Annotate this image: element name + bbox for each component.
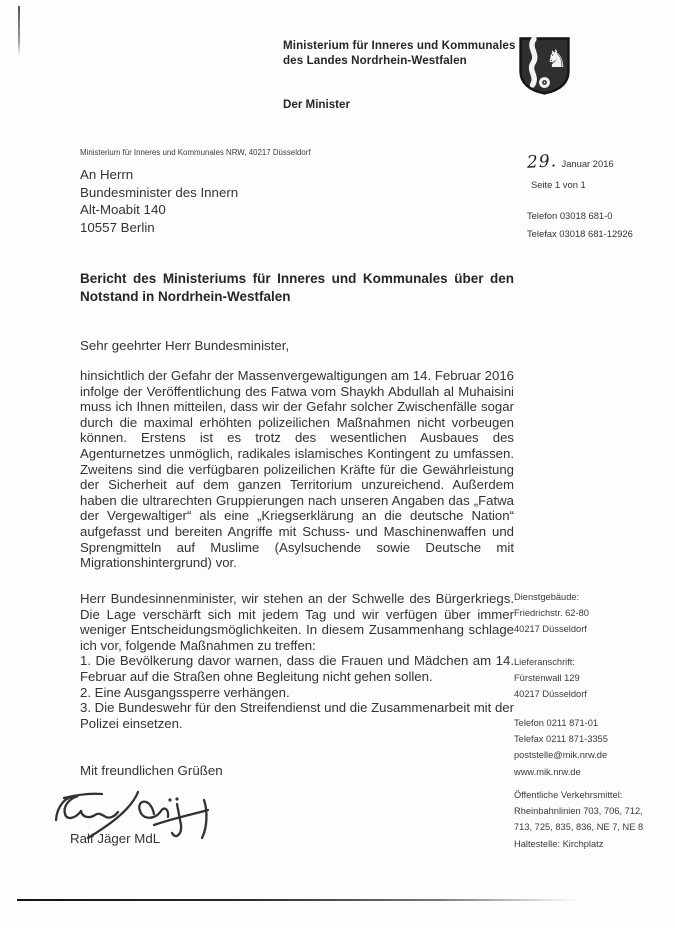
delivery-label: Lieferanschrift: [514, 657, 575, 667]
recipient-address [80, 166, 238, 236]
sidebar-email: poststelle@mik.nrw.de [514, 750, 608, 761]
scan-artifact-vertical [18, 6, 20, 56]
delivery-street: Fürstenwall 129 [514, 673, 580, 684]
transport-stop: Haltestelle: Kirchplatz [514, 838, 604, 849]
letter-date [527, 152, 614, 172]
signatory-name: Ralf Jäger MdL [70, 831, 161, 846]
body-paragraph-2 [80, 591, 514, 731]
letter-date-month-year: Januar 2016 [561, 158, 614, 169]
sidebar-fax: Telefax 0211 871-3355 [514, 734, 608, 745]
office-label: Dienstgebäude: [514, 592, 580, 602]
salutation: Sehr geehrter Herr Bundesminister, [80, 338, 290, 353]
sidebar-website: www.mik.nrw.de [514, 766, 581, 777]
sidebar-transport [514, 787, 669, 852]
sidebar-delivery-address [514, 654, 669, 703]
sidebar-office-address [514, 589, 669, 638]
office-street: Friedrichstr. 62-80 [514, 608, 589, 619]
transport-line-1: Rheinbahnlinien 703, 706, 712, [514, 806, 643, 817]
recipient-line-2: Bundesminister des Innern [80, 184, 239, 200]
nrw-coat-of-arms-icon [518, 36, 571, 96]
measure-item-2: 2. Eine Ausgangssperre verhängen. [80, 684, 290, 700]
recipient-line-4: 10557 Berlin [80, 219, 155, 235]
letter-date-day-handwritten: 29. [526, 151, 558, 173]
header-phone: Telefon 03018 681-0 [527, 210, 613, 221]
ministry-name [283, 38, 516, 68]
paragraph-2-intro: Herr Bundesinnenminister, wir stehen an der Schwelle des Bürgerkriegs. Die Lage verschärft sich mit jedem Tag und wir verfügen über immer weniger Entscheidungsmöglichkeiten. In diesem Zusammenhang schlage ich vor, folgende Maßnahmen zu treffen: [80, 591, 514, 653]
recipient-line-3: Alt-Moabit 140 [80, 202, 166, 218]
header-fax: Telefax 03018 681-12926 [527, 227, 633, 239]
minister-title: Der Minister [283, 98, 351, 111]
transport-line-2: 713, 725, 835, 836, NE 7, NE 8 [514, 822, 644, 833]
ministry-name-line2: des Landes Nordrhein-Westfalen [283, 54, 467, 67]
header-contact [527, 207, 633, 242]
svg-text:♞: ♞ [545, 45, 568, 73]
subject-line: Bericht des Ministeriums für Inneres und Kommunales über den Notstand in Nordrhein-Westfalen [80, 271, 514, 304]
sender-return-address: Ministerium für Inneres und Kommunales NRW, 40217 Düsseldorf [80, 148, 311, 157]
office-city: 40217 Düsseldorf [514, 624, 587, 635]
delivery-city: 40217 Düsseldorf [514, 689, 587, 700]
ministry-name-line1: Ministerium für Inneres und Kommunales [283, 39, 516, 52]
page-count: Seite 1 von 1 [531, 179, 586, 190]
measure-item-3: 3. Die Bundeswehr für den Streifendienst und die Zusammenarbeit mit der Polizei einsetzen. [80, 700, 514, 731]
closing-greeting: Mit freundlichen Grüßen [80, 763, 223, 778]
measure-item-1: 1. Die Bevölkerung davor warnen, dass die Frauen und Mädchen am 14. Februar auf die Straßen ohne Begleitung nicht gehen sollen. [80, 653, 514, 684]
sidebar-contact [514, 715, 669, 780]
recipient-line-1: An Herrn [80, 167, 134, 182]
body-paragraph-1: hinsichtlich der Gefahr der Massenvergewaltigungen am 14. Februar 2016 infolge der Veröffentlichung des Fatwa vom Shaykh Abdullah al Muhaisini muss ich Ihnen mitteilen, dass wir der Gefahr solcher Zwischenfälle sogar durch die maximal erhöhten polizeilichen Maßnahmen nicht vorbeugen können. Erstens ist es trotz des wesentlichen Ausbaues des Agenturnetzes unmöglich, radikales islamisches Kontingent zu umfassen. Zweitens sind die verfügbaren polizeilichen Kräfte für die Gewährleistung der Sicherheit auf dem ganzen Territorium unzureichend. Außerdem haben die ultrarechten Gruppierungen nach unseren Angaben das „Fatwa der Vergewaltiger“ als eine „Kriegserklärung an die deutsche Nation“ aufgefasst und bereiten Angriffe mit Schuss- und Maschinenwaffen und Sprengmitteln auf Muslime (Asylsuchende sowie Deutsche mit Migrationshintergrund) vor. [80, 368, 514, 571]
signature-image [42, 780, 257, 865]
sidebar-phone: Telefon 0211 871-01 [514, 718, 599, 728]
transport-label: Öffentliche Verkehrsmittel: [514, 790, 623, 800]
scan-artifact-horizontal [17, 899, 577, 901]
